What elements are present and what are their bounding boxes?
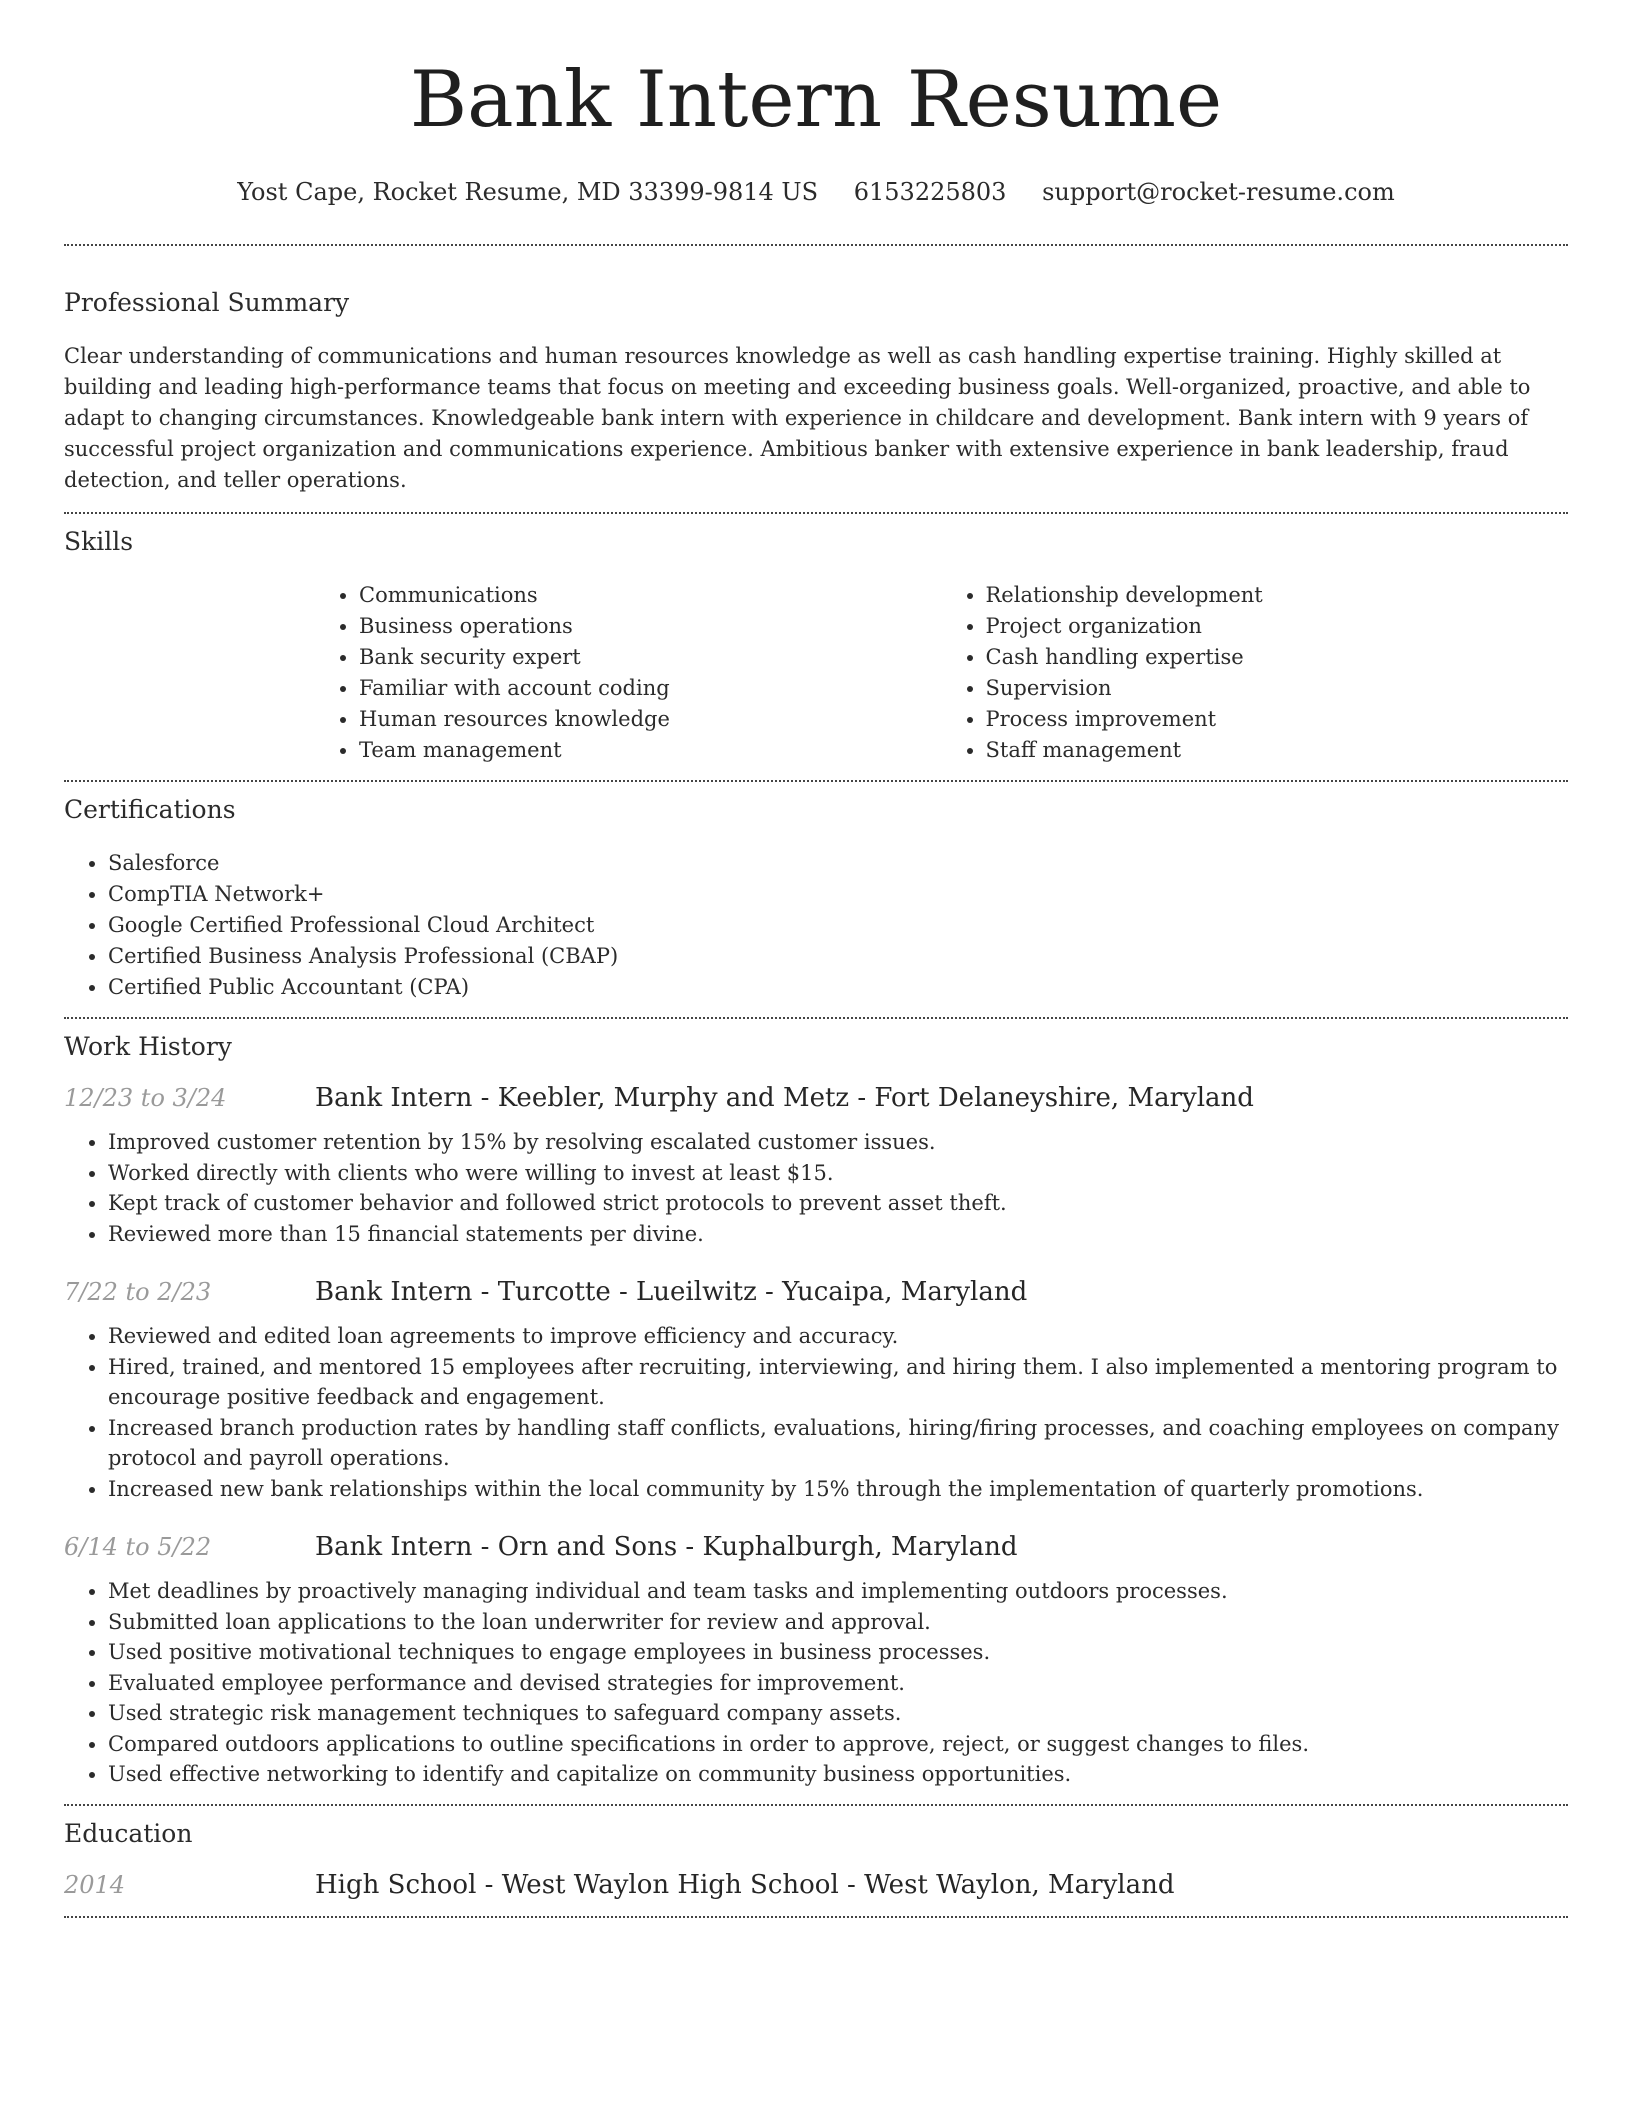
skill-item: • Human resources knowledge bbox=[359, 704, 942, 735]
job-dates: 12/23 to 3/24 bbox=[64, 1084, 227, 1112]
summary-section bbox=[64, 287, 1568, 496]
job-bullet: • Used strategic risk management techniques to safeguard company assets. bbox=[108, 1698, 1568, 1729]
education-section bbox=[64, 1818, 1568, 1902]
job-bullet: • Compared outdoors applications to outline specifications in order to approve, reject, or suggest changes to files. bbox=[108, 1729, 1568, 1760]
skill-item: • Process improvement bbox=[986, 704, 1569, 735]
skill-item: • Staff management bbox=[986, 735, 1569, 766]
job-bullets bbox=[64, 1127, 1568, 1249]
skills-list-right bbox=[942, 580, 1569, 766]
skill-item: • Business operations bbox=[359, 611, 942, 642]
job-dates: 7/22 to 2/23 bbox=[64, 1278, 212, 1306]
section-title-summary: Professional Summary bbox=[64, 288, 350, 317]
section-title-certifications: Certifications bbox=[64, 795, 236, 824]
divider bbox=[64, 780, 1568, 782]
divider bbox=[64, 1017, 1568, 1019]
skills-grid bbox=[315, 580, 1568, 766]
job-entry bbox=[64, 1530, 1568, 1790]
job-title: Bank Intern - Keebler, Murphy and Metz - Fort Delaneyshire, Maryland bbox=[315, 1083, 1254, 1113]
job-bullet: • Used positive motivational techniques to engage employees in business processes. bbox=[108, 1637, 1568, 1668]
certification-item: • Salesforce bbox=[108, 848, 1568, 879]
job-title: Bank Intern - Turcotte - Lueilwitz - Yucaipa, Maryland bbox=[315, 1277, 1028, 1307]
education-year: 2014 bbox=[64, 1870, 126, 1899]
job-title: Bank Intern - Orn and Sons - Kuphalburgh, Maryland bbox=[315, 1532, 1018, 1562]
skill-item: • Supervision bbox=[986, 673, 1569, 704]
divider bbox=[64, 244, 1568, 246]
education-title: High School - West Waylon High School - West Waylon, Maryland bbox=[315, 1869, 1175, 1900]
job-header bbox=[64, 1275, 1568, 1309]
job-bullet: • Used effective networking to identify and capitalize on community business opportunities. bbox=[108, 1759, 1568, 1790]
skill-item: • Cash handling expertise bbox=[986, 642, 1569, 673]
certifications-section bbox=[64, 794, 1568, 1003]
skill-item: • Relationship development bbox=[986, 580, 1569, 611]
section-title-work-history: Work History bbox=[64, 1032, 232, 1061]
summary-text: Clear understanding of communications and human resources knowledge as well as cash handling expertise training. Highly skilled at building and leading high-performance teams that focus on meeting and exceeding business goals. Well-organized, proactive, and able to adapt to changing circumstances. Knowledgeable bank intern with experience in childcare and development. Bank intern with 9 years of successful project organization and communications experience. Ambitious banker with extensive experience in bank leadership, fraud detection, and teller operations. bbox=[64, 344, 1531, 492]
job-bullet: • Reviewed and edited loan agreements to improve efficiency and accuracy. bbox=[108, 1321, 1568, 1352]
contact-address: Yost Cape, Rocket Resume, MD 33399-9814 US bbox=[237, 178, 819, 206]
job-bullet: • Increased branch production rates by handling staff conflicts, evaluations, hiring/firing processes, and coaching employees on company protocol and payroll operations. bbox=[108, 1413, 1568, 1474]
divider bbox=[64, 512, 1568, 514]
job-header bbox=[64, 1081, 1568, 1115]
certification-item: • Certified Business Analysis Professional (CBAP) bbox=[108, 941, 1568, 972]
skill-item: • Project organization bbox=[986, 611, 1569, 642]
section-title-education: Education bbox=[64, 1818, 193, 1848]
job-dates: 6/14 to 5/22 bbox=[64, 1533, 212, 1561]
job-bullet: • Kept track of customer behavior and followed strict protocols to prevent asset theft. bbox=[108, 1188, 1568, 1219]
job-entry bbox=[64, 1081, 1568, 1249]
skill-item: • Team management bbox=[359, 735, 942, 766]
job-bullet: • Reviewed more than 15 financial statements per divine. bbox=[108, 1219, 1568, 1250]
job-bullet: • Evaluated employee performance and devised strategies for improvement. bbox=[108, 1668, 1568, 1699]
job-bullets bbox=[64, 1321, 1568, 1504]
certifications-list bbox=[64, 848, 1568, 1003]
education-entry bbox=[64, 1868, 1568, 1902]
work-history-section bbox=[64, 1031, 1568, 1790]
job-bullet: • Hired, trained, and mentored 15 employees after recruiting, interviewing, and hiring them. I also implemented a mentoring program to encourage positive feedback and engagement. bbox=[108, 1352, 1568, 1413]
divider bbox=[64, 1916, 1568, 1918]
skill-item: • Familiar with account coding bbox=[359, 673, 942, 704]
skills-list-left bbox=[315, 580, 942, 766]
certification-item: • Google Certified Professional Cloud Architect bbox=[108, 910, 1568, 941]
job-entry bbox=[64, 1275, 1568, 1504]
certification-item: • Certified Public Accountant (CPA) bbox=[108, 972, 1568, 1003]
skills-section bbox=[64, 526, 1568, 766]
contact-email: support@rocket-resume.com bbox=[1042, 178, 1395, 206]
certification-item: • CompTIA Network+ bbox=[108, 879, 1568, 910]
section-title-skills: Skills bbox=[64, 527, 134, 556]
skill-item: • Communications bbox=[359, 580, 942, 611]
contact-phone: 6153225803 bbox=[853, 178, 1007, 206]
job-bullet: • Submitted loan applications to the loan underwriter for review and approval. bbox=[108, 1607, 1568, 1638]
job-bullet: • Worked directly with clients who were willing to invest at least $15. bbox=[108, 1158, 1568, 1189]
job-bullet: • Met deadlines by proactively managing individual and team tasks and implementing outdoors processes. bbox=[108, 1576, 1568, 1607]
job-bullets bbox=[64, 1576, 1568, 1790]
resume-title: Bank Intern Resume bbox=[409, 55, 1223, 145]
contact-line bbox=[64, 176, 1568, 208]
job-bullet: • Increased new bank relationships within the local community by 15% through the implementation of quarterly promotions. bbox=[108, 1474, 1568, 1505]
divider bbox=[64, 1804, 1568, 1806]
job-bullet: • Improved customer retention by 15% by resolving escalated customer issues. bbox=[108, 1127, 1568, 1158]
skill-item: • Bank security expert bbox=[359, 642, 942, 673]
job-header bbox=[64, 1530, 1568, 1564]
